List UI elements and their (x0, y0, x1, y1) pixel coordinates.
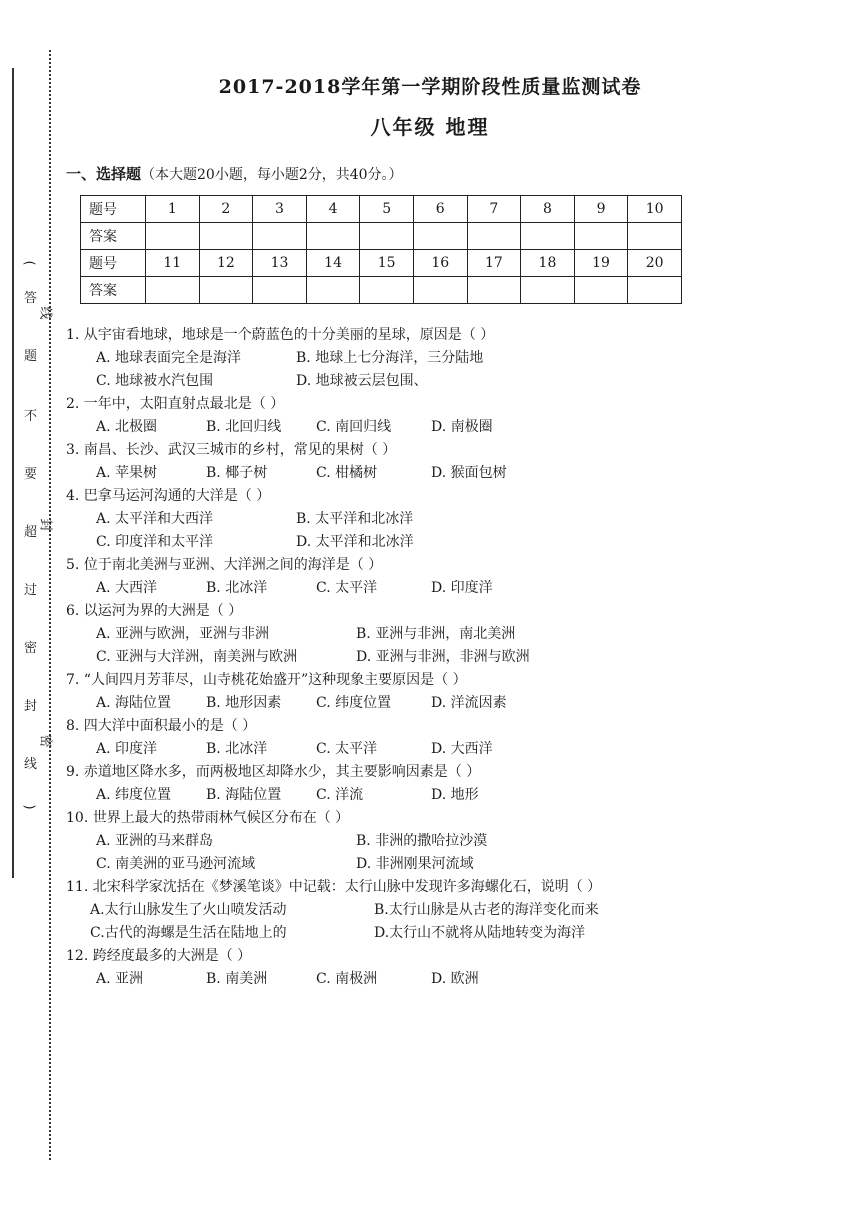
row-label: 题号 (81, 196, 146, 223)
answer-option[interactable]: A. 印度洋 (96, 741, 158, 757)
answer-option[interactable]: A. 北极圈 (96, 419, 158, 435)
question-list (66, 324, 706, 991)
margin-seal-mark: 线 (37, 306, 53, 320)
margin-char: 封 (24, 699, 38, 714)
answer-option[interactable]: C.古代的海螺是生活在陆地上的 (90, 925, 287, 941)
answer-cell[interactable] (574, 223, 628, 250)
answer-option[interactable]: A. 地球表面完全是海洋 (96, 350, 242, 366)
question-stem: 3. 南昌、长沙、武汉三城市的乡村，常见的果树（ ） (66, 442, 397, 458)
margin-seal-mark: 封 (37, 518, 53, 532)
answer-option[interactable]: C. 纬度位置 (316, 695, 392, 711)
question-number-cell: 9 (574, 196, 628, 223)
answer-cell[interactable] (360, 223, 414, 250)
question-stem: 5. 位于南北美洲与亚洲、大洋洲之间的海洋是（ ） (66, 557, 383, 573)
answer-option[interactable]: B. 北冰洋 (206, 741, 268, 757)
answer-cell[interactable] (360, 277, 414, 304)
answer-cell[interactable] (628, 277, 682, 304)
answer-option[interactable]: D. 洋流因素 (431, 695, 507, 711)
answer-cell[interactable] (306, 223, 360, 250)
question-number-cell: 17 (467, 250, 521, 277)
answer-option[interactable]: A. 亚洲的马来群岛 (96, 833, 214, 849)
answer-option[interactable]: C. 洋流 (316, 787, 364, 803)
answer-option[interactable]: C. 太平洋 (316, 580, 378, 596)
answer-option[interactable]: A. 亚洲 (96, 971, 144, 987)
answer-option[interactable]: D.太行山不就将从陆地转变为海洋 (374, 925, 586, 941)
answer-cell[interactable] (628, 223, 682, 250)
question-number-cell: 14 (306, 250, 360, 277)
margin-char: 题 (24, 349, 38, 364)
question-stem: 10. 世界上最大的热带雨林气候区分布在（ ） (66, 810, 350, 826)
answer-cell[interactable] (146, 277, 200, 304)
answer-cell[interactable] (521, 223, 575, 250)
question-stem: 6. 以运河为界的大洲是（ ） (66, 603, 243, 619)
answer-option[interactable]: B. 太平洋和北冰洋 (296, 511, 414, 527)
row-label: 答案 (81, 223, 146, 250)
answer-option[interactable]: B. 椰子树 (206, 465, 268, 481)
option-row (66, 370, 706, 393)
question-number-cell: 13 (253, 250, 307, 277)
option-row (66, 416, 706, 439)
option-row (66, 853, 706, 876)
row-label: 题号 (81, 250, 146, 277)
question-stem: 8. 四大洋中面积最小的是（ ） (66, 718, 257, 734)
answer-option[interactable]: B. 非洲的撒哈拉沙漠 (356, 833, 488, 849)
answer-cell[interactable] (253, 277, 307, 304)
answer-cell[interactable] (146, 223, 200, 250)
answer-option[interactable]: A. 苹果树 (96, 465, 158, 481)
option-row (66, 646, 706, 669)
question-number-cell: 2 (199, 196, 253, 223)
option-row (66, 623, 706, 646)
answer-option[interactable]: A. 亚洲与欧洲，亚洲与非洲 (96, 626, 270, 642)
margin-char: 不 (24, 409, 38, 424)
answer-cell[interactable] (574, 277, 628, 304)
answer-option[interactable]: D. 欧洲 (431, 971, 479, 987)
answer-option[interactable]: D. 地形 (431, 787, 479, 803)
answer-cell[interactable] (521, 277, 575, 304)
question-stem: 4. 巴拿马运河沟通的大洋是（ ） (66, 488, 271, 504)
answer-option[interactable]: D. 亚洲与非洲，非洲与欧洲 (356, 649, 530, 665)
answer-option[interactable]: C. 印度洋和太平洋 (96, 534, 214, 550)
answer-cell[interactable] (467, 223, 521, 250)
question-number-cell: 3 (253, 196, 307, 223)
margin-char: 要 (24, 467, 38, 482)
question-number-cell: 11 (146, 250, 200, 277)
section-heading (66, 163, 403, 184)
question-number-cell: 5 (360, 196, 414, 223)
answer-option[interactable]: D. 太平洋和北冰洋 (296, 534, 414, 550)
answer-option[interactable]: C. 南美洲的亚马逊河流域 (96, 856, 256, 872)
option-row (66, 830, 706, 853)
answer-cell[interactable] (413, 223, 467, 250)
answer-cell[interactable] (199, 277, 253, 304)
table-row (81, 223, 682, 250)
margin-char: 超 (24, 525, 38, 540)
answer-cell[interactable] (199, 223, 253, 250)
question-number-cell: 7 (467, 196, 521, 223)
option-row (66, 784, 706, 807)
answer-option[interactable]: A. 太平洋和大西洋 (96, 511, 214, 527)
question-number-cell: 10 (628, 196, 682, 223)
answer-option[interactable]: C. 地球被水汽包围 (96, 373, 214, 389)
question-stem: 2. 一年中，太阳直射点最北是（ ） (66, 396, 285, 412)
margin-char: 答 (24, 291, 38, 306)
answer-option[interactable]: B. 地球上七分海洋，三分陆地 (296, 350, 484, 366)
answer-cell[interactable] (467, 277, 521, 304)
answer-option[interactable]: D. 南极圈 (431, 419, 493, 435)
answer-option[interactable]: B. 北冰洋 (206, 580, 268, 596)
option-row (66, 738, 706, 761)
question-number-cell: 20 (628, 250, 682, 277)
answer-option[interactable]: C. 南回归线 (316, 419, 392, 435)
answer-cell[interactable] (413, 277, 467, 304)
option-row (66, 922, 706, 945)
margin-char: ) (21, 804, 37, 810)
question-number-cell: 19 (574, 250, 628, 277)
answer-option[interactable]: C. 太平洋 (316, 741, 378, 757)
question-number-cell: 16 (413, 250, 467, 277)
option-row (66, 899, 706, 922)
question-stem: 9. 赤道地区降水多，而两极地区却降水少，其主要影响因素是（ ） (66, 764, 481, 780)
margin-seal-mark: 密 (37, 734, 53, 748)
answer-option[interactable]: A. 大西洋 (96, 580, 158, 596)
answer-cell[interactable] (306, 277, 360, 304)
answer-option[interactable]: D. 地球被云层包围、 (296, 373, 428, 389)
question-number-cell: 1 (146, 196, 200, 223)
question-number-cell: 15 (360, 250, 414, 277)
row-label: 答案 (81, 277, 146, 304)
answer-option[interactable]: D. 猴面包树 (431, 465, 507, 481)
answer-option[interactable]: A. 纬度位置 (96, 787, 172, 803)
answer-option[interactable]: C. 亚洲与大洋洲，南美洲与欧洲 (96, 649, 298, 665)
exam-title: 2017-2018学年第一学期阶段性质量监测试卷 (218, 76, 642, 98)
question-stem: 12. 跨经度最多的大洲是（ ） (66, 948, 252, 964)
margin-char: ( (21, 260, 37, 266)
margin-dotted-line (49, 50, 51, 1160)
margin-solid-line (12, 68, 14, 878)
answer-option[interactable]: D. 大西洋 (431, 741, 493, 757)
margin-char: 线 (24, 757, 38, 772)
margin-char: 密 (24, 641, 38, 656)
table-row (81, 277, 682, 304)
answer-option[interactable]: B. 地形因素 (206, 695, 282, 711)
question-stem: 11. 北宋科学家沈括在《梦溪笔谈》中记载：太行山脉中发现许多海螺化石，说明（ ） (66, 879, 602, 895)
option-row (66, 692, 706, 715)
question-stem: 1. 从宇宙看地球，地球是一个蔚蓝色的十分美丽的星球，原因是（ ） (66, 327, 495, 343)
section-title: 一、选择题 (66, 165, 142, 183)
question-number-cell: 4 (306, 196, 360, 223)
question-stem: 7. “人间四月芳菲尽，山寺桃花始盛开”这种现象主要原因是（ ） (66, 672, 467, 688)
margin-char: 过 (24, 583, 38, 598)
answer-option[interactable]: D. 印度洋 (431, 580, 493, 596)
answer-option[interactable]: B. 北回归线 (206, 419, 282, 435)
table-row (81, 196, 682, 223)
option-row (66, 577, 706, 600)
answer-option[interactable]: C. 南极洲 (316, 971, 378, 987)
option-row (66, 531, 706, 554)
question-number-cell: 6 (413, 196, 467, 223)
answer-option[interactable]: B. 南美洲 (206, 971, 268, 987)
answer-table (80, 195, 682, 304)
option-row (66, 347, 706, 370)
question-number-cell: 8 (521, 196, 575, 223)
answer-option[interactable]: D. 非洲刚果河流域 (356, 856, 474, 872)
section-note: （本大题20小题，每小题2分，共40分。） (141, 167, 403, 183)
table-row (81, 250, 682, 277)
question-number-cell: 18 (521, 250, 575, 277)
option-row (66, 462, 706, 485)
option-row (66, 508, 706, 531)
question-number-cell: 12 (199, 250, 253, 277)
answer-option[interactable]: B. 亚洲与非洲，南北美洲 (356, 626, 516, 642)
answer-option[interactable]: A. 海陆位置 (96, 695, 172, 711)
answer-option[interactable]: A.太行山脉发生了火山喷发活动 (90, 902, 287, 918)
option-row (66, 968, 706, 991)
answer-option[interactable]: B.太行山脉是从古老的海洋变化而来 (374, 902, 599, 918)
answer-option[interactable]: B. 海陆位置 (206, 787, 282, 803)
exam-subtitle: 八年级 地理 (370, 115, 490, 139)
answer-cell[interactable] (253, 223, 307, 250)
answer-option[interactable]: C. 柑橘树 (316, 465, 378, 481)
